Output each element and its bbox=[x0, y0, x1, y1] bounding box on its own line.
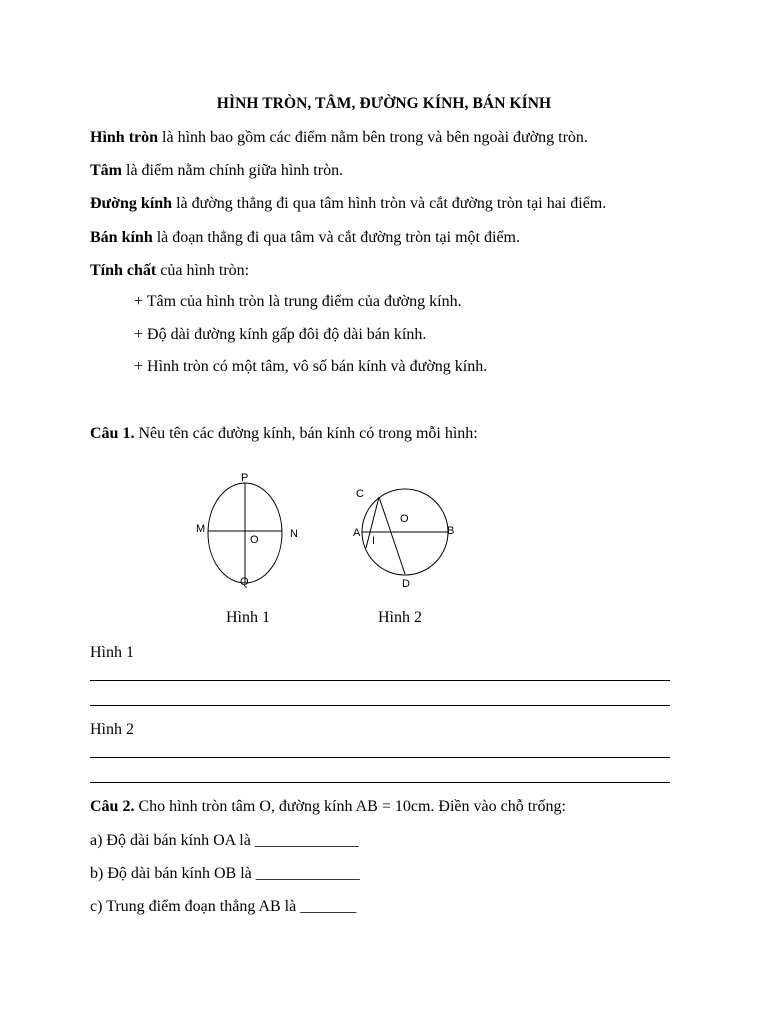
definition-radius bbox=[90, 228, 520, 248]
question-1-label: Câu 1. bbox=[90, 425, 135, 442]
question-2-label: Câu 2. bbox=[90, 798, 135, 815]
definition-radius-text: là đoạn thẳng đi qua tâm và cắt đường tròn tại một điểm. bbox=[152, 229, 520, 246]
figure-2-caption: Hình 2 bbox=[378, 609, 422, 626]
property-item: + Hình tròn có một tâm, vô số bán kính và đường kính. bbox=[134, 358, 488, 375]
properties-heading bbox=[90, 261, 249, 281]
definition-diameter-text: là đường thẳng đi qua tâm hình tròn và cắt đường tròn tại hai điểm. bbox=[172, 195, 607, 212]
definition-circle bbox=[90, 128, 588, 148]
label-m: M bbox=[196, 523, 206, 535]
properties-heading-text: của hình tròn: bbox=[156, 262, 250, 279]
definition-circle-text: là hình bao gồm các điểm nằm bên trong và bên ngoài đường tròn. bbox=[158, 129, 588, 146]
definition-center bbox=[90, 161, 343, 181]
label-b: B bbox=[447, 525, 455, 537]
term-circle: Hình tròn bbox=[90, 129, 159, 146]
question-2 bbox=[90, 797, 566, 817]
question-2-item-b[interactable]: b) Độ dài bán kính OB là _____________ bbox=[90, 865, 360, 882]
answer-line[interactable] bbox=[90, 705, 670, 706]
answer-line[interactable] bbox=[90, 680, 670, 681]
term-radius: Bán kính bbox=[90, 229, 153, 246]
definition-center-text: là điểm nằm chính giữa hình tròn. bbox=[122, 162, 344, 179]
label-c: C bbox=[356, 488, 364, 500]
label-n: N bbox=[290, 528, 298, 540]
question-1-text: Nêu tên các đường kính, bán kính có trong mỗi hình: bbox=[134, 425, 478, 442]
figure-1-caption: Hình 1 bbox=[226, 609, 270, 626]
definition-diameter bbox=[90, 194, 606, 214]
label-p: P bbox=[241, 472, 249, 484]
question-2-item-a[interactable]: a) Độ dài bán kính OA là _____________ bbox=[90, 832, 359, 849]
answer-label-figure-2: Hình 2 bbox=[90, 721, 134, 738]
label-o: O bbox=[250, 534, 259, 546]
figure-1-diagram bbox=[196, 465, 310, 600]
label-o: O bbox=[400, 513, 409, 525]
question-1 bbox=[90, 424, 478, 444]
term-center: Tâm bbox=[90, 162, 122, 179]
property-item: + Độ dài đường kính gấp đôi độ dài bán kính. bbox=[134, 326, 427, 343]
property-item: + Tâm của hình tròn là trung điểm của đường kính. bbox=[134, 293, 462, 310]
figure-2-diagram bbox=[350, 480, 470, 595]
answer-line[interactable] bbox=[90, 757, 670, 758]
label-i: I bbox=[372, 535, 376, 547]
label-d: D bbox=[402, 578, 410, 590]
question-2-item-c[interactable]: c) Trung điểm đoạn thẳng AB là _______ bbox=[90, 898, 357, 915]
figure-1-svg bbox=[196, 465, 310, 595]
term-properties: Tính chất bbox=[90, 262, 157, 279]
figure-2-segment-cd bbox=[379, 497, 405, 574]
question-2-text: Cho hình tròn tâm O, đường kính AB = 10cm. Điền vào chỗ trống: bbox=[134, 798, 566, 815]
answer-label-figure-1: Hình 1 bbox=[90, 644, 134, 661]
label-q: Q bbox=[240, 576, 249, 588]
page-title: HÌNH TRÒN, TÂM, ĐƯỜNG KÍNH, BÁN KÍNH bbox=[216, 95, 552, 112]
answer-line[interactable] bbox=[90, 782, 670, 783]
figure-2-svg bbox=[350, 480, 470, 590]
term-diameter: Đường kính bbox=[90, 195, 173, 212]
label-a: A bbox=[353, 527, 361, 539]
